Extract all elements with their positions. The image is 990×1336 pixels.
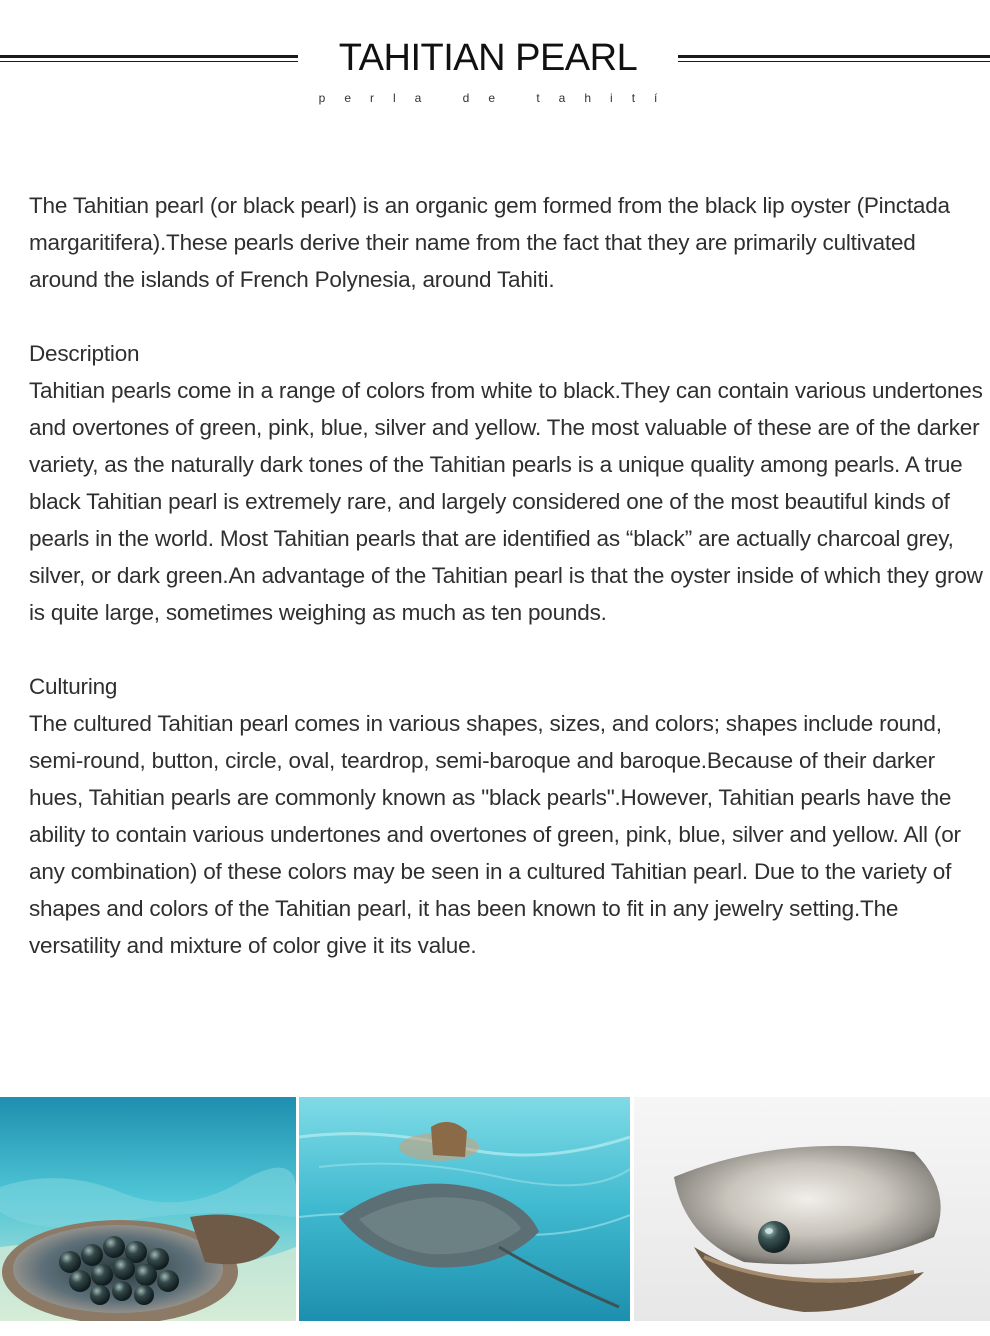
- header-rule-right: [678, 52, 990, 66]
- culturing-paragraph: The cultured Tahitian pearl comes in various shapes, sizes, and colors; shapes include round, semi-round, button, circle, oval, teardrop, semi-baroque and baroque.Because of their darker hues, Tahitian pearls are commonly known as "black pearls".However, Tahitian pearls have the ability to contain various undertones and overtones of green, pink, blue, silver and yellow. All (or any combination) of these colors may be seen in a cultured Tahitian pearl. Due to the variety of shapes and colors of the Tahitian pearl, it has been known to fit in any jewelry setting.The versatility and mixture of color give it its value.: [29, 711, 961, 958]
- swimmer-with-stingray-photo: [299, 1097, 630, 1321]
- description-paragraph: Tahitian pearls come in a range of colors from white to black.They can contain various undertones and overtones of green, pink, blue, silver and yellow. The most valuable of these are of the darker variety, as the naturally dark tones of the Tahitian pearls is a unique quality among pearls. A true black Tahitian pearl is extremely rare, and largely considered one of the most beautiful kinds of pearls in the world. Most Tahitian pearls that are identified as “black” are actually charcoal grey, silver, or dark green.An advantage of the Tahitian pearl is that the oyster inside of which they grow is quite large, sometimes weighing as much as ten pounds.: [29, 378, 983, 625]
- culturing-heading: Culturing: [29, 674, 118, 699]
- shell-with-single-pearl-photo: [634, 1097, 990, 1321]
- photo-strip: [0, 1097, 990, 1321]
- page-title: TAHITIAN PEARL: [338, 37, 638, 79]
- intro-paragraph: The Tahitian pearl (or black pearl) is an organic gem formed from the black lip oyster (Pinctada margaritifera).These pearls derive their name from the fact that they are primarily cultivated around the islands of French Polynesia, around Tahiti.: [29, 193, 950, 292]
- description-heading: Description: [29, 341, 140, 366]
- header-rule-left: [0, 52, 298, 66]
- page-header: [0, 0, 990, 120]
- oyster-with-pearls-photo: [0, 1097, 296, 1321]
- article-body: [29, 187, 984, 964]
- page-subtitle: perla de tahití: [318, 91, 677, 105]
